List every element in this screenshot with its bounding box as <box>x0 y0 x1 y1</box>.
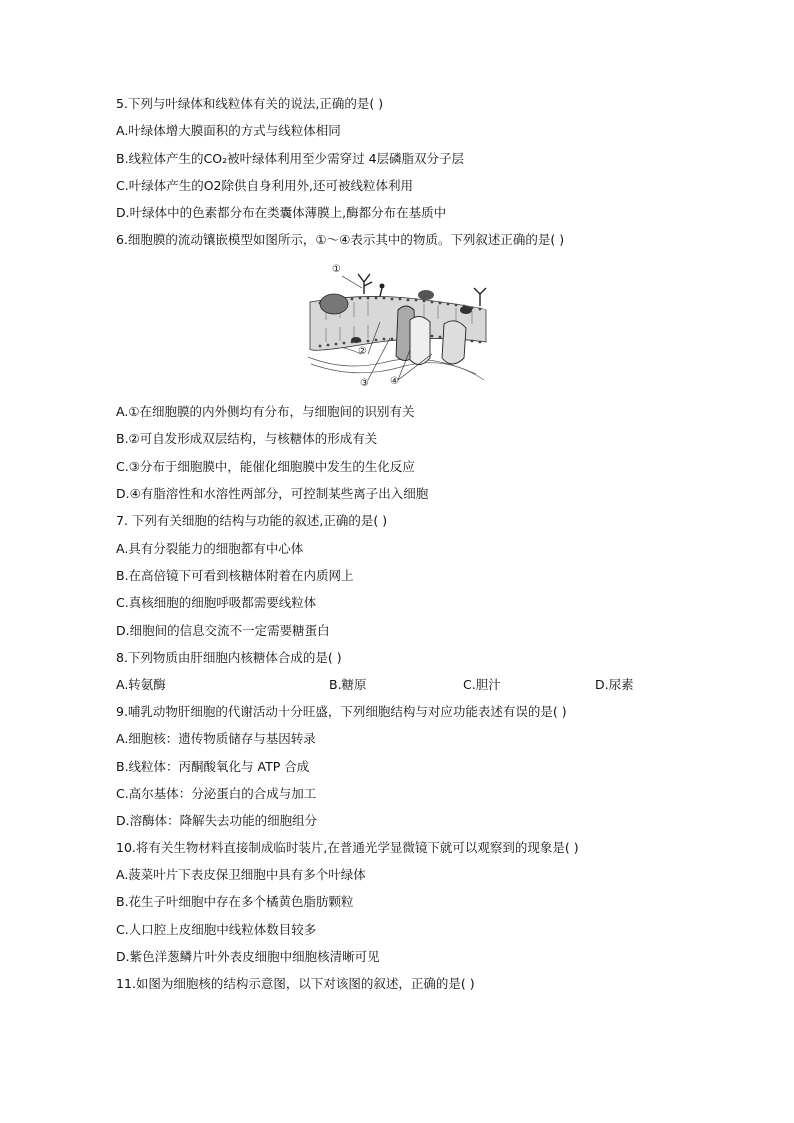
figure-label-3: ③ <box>360 378 369 389</box>
q7-stem: 7. 下列有关细胞的结构与功能的叙述,正确的是( ) <box>116 513 388 528</box>
q6-option-a: A.①在细胞膜的内外侧均有分布，与细胞间的识别有关 <box>116 404 415 419</box>
q7-option-b: B.在高倍镜下可看到核糖体附着在内质网上 <box>116 568 354 583</box>
q5-option-c: C.叶绿体产生的O2除供自身利用外,还可被线粒体利用 <box>116 178 413 193</box>
q9-stem: 9.哺乳动物肝细胞的代谢活动十分旺盛，下列细胞结构与对应功能表述有误的是( ) <box>116 704 567 719</box>
figure-label-2: ② <box>358 346 367 357</box>
q8-option-d: D.尿素 <box>595 677 634 692</box>
fluid-mosaic-model-image <box>306 262 488 390</box>
q9-option-b: B.线粒体：丙酮酸氧化与 ATP 合成 <box>116 759 310 774</box>
q6-option-c: C.③分布于细胞膜中，能催化细胞膜中发生的生化反应 <box>116 459 415 474</box>
q9-option-d: D.溶酶体：降解失去功能的细胞组分 <box>116 813 318 828</box>
q5-stem: 5.下列与叶绿体和线粒体有关的说法,正确的是( ) <box>116 96 384 111</box>
q10-option-c: C.人口腔上皮细胞中线粒体数目较多 <box>116 922 317 937</box>
q10-option-d: D.紫色洋葱鳞片叶外表皮细胞中细胞核清晰可见 <box>116 949 380 964</box>
q7-option-d: D.细胞间的信息交流不一定需要糖蛋白 <box>116 623 330 638</box>
q10-option-a: A.菠菜叶片下表皮保卫细胞中具有多个叶绿体 <box>116 867 366 882</box>
q8-option-a: A.转氨酶 <box>116 677 166 692</box>
q5-option-b: B.线粒体产生的CO₂被叶绿体利用至少需穿过 4层磷脂双分子层 <box>116 151 465 166</box>
q10-option-b: B.花生子叶细胞中存在多个橘黄色脂肪颗粒 <box>116 894 354 909</box>
q9-option-a: A.细胞核：遗传物质储存与基因转录 <box>116 731 316 746</box>
cell-membrane-figure <box>306 262 488 390</box>
q8-option-c: C.胆汁 <box>463 677 501 692</box>
q11-stem: 11.如图为细胞核的结构示意图，以下对该图的叙述，正确的是( ) <box>116 976 475 991</box>
q6-option-b: B.②可自发形成双层结构，与核糖体的形成有关 <box>116 431 378 446</box>
q8-option-b: B.糖原 <box>329 677 367 692</box>
figure-label-1: ① <box>332 264 341 275</box>
q5-option-a: A.叶绿体增大膜面积的方式与线粒体相同 <box>116 123 341 138</box>
figure-label-4: ④ <box>390 376 399 387</box>
q7-option-c: C.真核细胞的细胞呼吸都需要线粒体 <box>116 595 317 610</box>
q6-stem: 6.细胞膜的流动镶嵌模型如图所示，①～④表示其中的物质。下列叙述正确的是( ) <box>116 232 565 247</box>
q7-option-a: A.具有分裂能力的细胞都有中心体 <box>116 541 304 556</box>
q6-option-d: D.④有脂溶性和水溶性两部分，可控制某些离子出入细胞 <box>116 486 429 501</box>
q8-stem: 8.下列物质由肝细胞内核糖体合成的是( ) <box>116 650 342 665</box>
q5-option-d: D.叶绿体中的色素都分布在类囊体薄膜上,酶都分布在基质中 <box>116 205 447 220</box>
q10-stem: 10.将有关生物材料直接制成临时装片,在普通光学显微镜下就可以观察到的现象是( ) <box>116 840 579 855</box>
q9-option-c: C.高尔基体：分泌蛋白的合成与加工 <box>116 786 317 801</box>
